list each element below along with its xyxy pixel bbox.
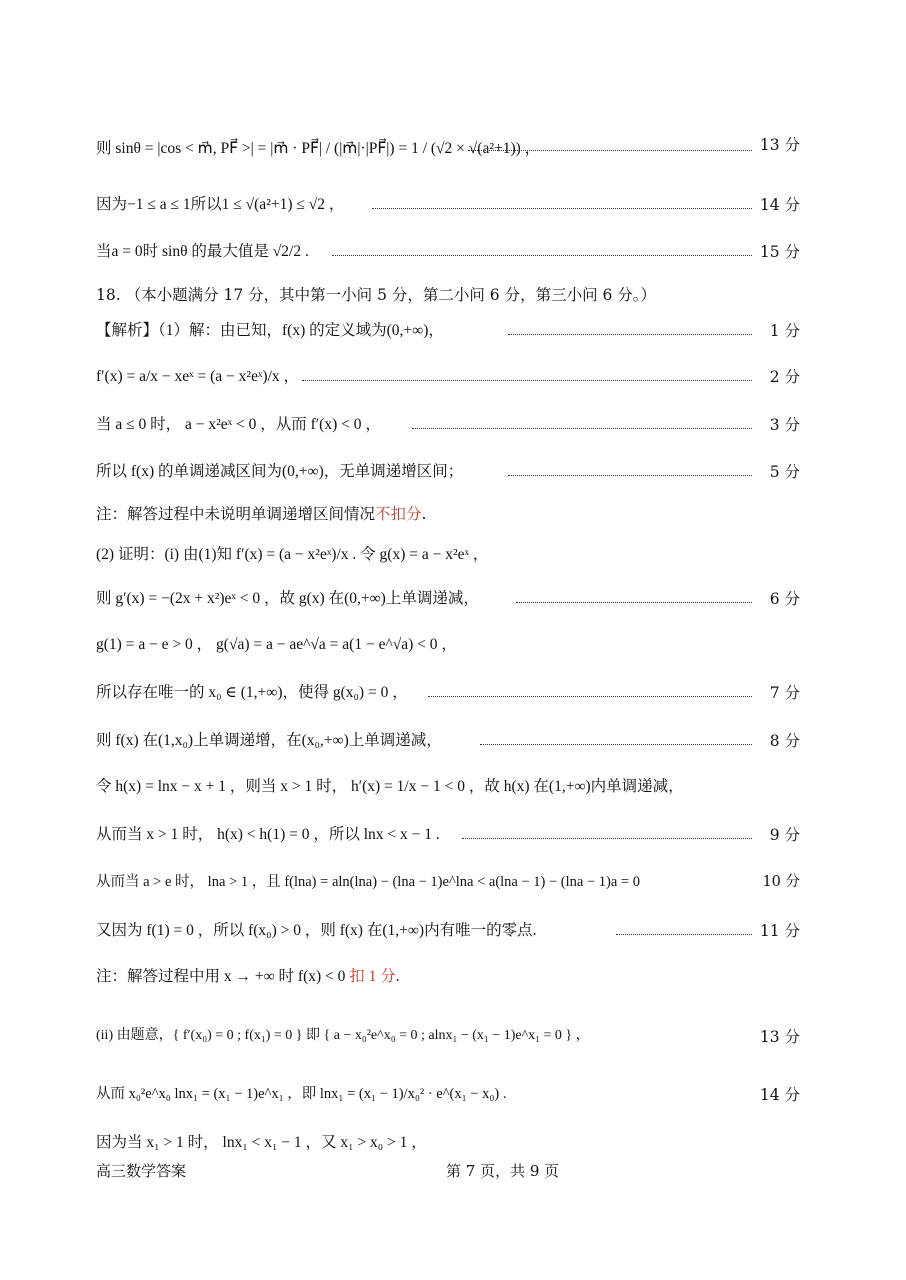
note-suffix: . [421, 505, 427, 523]
line-text: 从而 x₀²e^x₀ lnx₁ = (x₁ − 1)e^x₁ ，即 lnx₁ = (x₁ − 1)/x₀² · e^(x₁ − x₀) . [96, 1086, 507, 1102]
line-text: 当 a ≤ 0 时， a − x²eˣ < 0 ，从而 f′(x) < 0 ， [96, 416, 381, 433]
line-score: 14 分 [759, 196, 800, 214]
line-text: 则 sinθ = |cos < m⃗, PF⃗ >| = |m⃗ · PF⃗| / (|m⃗|·|PF⃗|) = 1 / (√2 × √(a²+1)) ， [96, 140, 541, 157]
line-score: 9 分 [769, 826, 800, 844]
leader-dots [508, 322, 752, 335]
leader-dots [508, 463, 752, 476]
line-text: 又因为 f(1) = 0 ，所以 f(x₀) > 0 ，则 f(x) 在(1,+∞)内有唯一的零点. [96, 922, 537, 939]
line-score: 11 分 [759, 922, 800, 940]
line-score: 14 分 [759, 1086, 800, 1104]
line-score: 7 分 [769, 684, 800, 702]
line-text: 从而当 x > 1 时， h(x) < h(1) = 0 ，所以 lnx < x − 1 . [96, 826, 440, 843]
line-score: 8 分 [769, 732, 800, 750]
line-score: 13 分 [759, 136, 800, 154]
leader-dots [428, 684, 752, 697]
line-text: 从而当 a > e 时， lna > 1 ，且 f(lna) = aln(lna) − (lna − 1)e^lna < a(lna − 1) − (lna − 1)a = 0 [96, 874, 640, 890]
footer-left: 高三数学答案 [96, 1162, 187, 1180]
line-text: g(1) = a − e > 0 ， g(√a) = a − ae^√a = a(1 − e^√a) < 0 ， [96, 636, 457, 653]
line-text: 则 f(x) 在(1,x₀)上单调递增，在(x₀,+∞)上单调递减， [96, 732, 442, 749]
line-score: 15 分 [759, 243, 800, 261]
line-text: 当a = 0时 sinθ 的最大值是 √2/2 . [96, 243, 309, 260]
line-text: 【解析】（1）解：由已知，f(x) 的定义域为(0,+∞)， [96, 322, 444, 339]
note-text: 注：解答过程中用 x → +∞ 时 f(x) < 0 [96, 968, 350, 985]
leader-dots [302, 368, 752, 381]
line-text: 则 g′(x) = −(2x + x²)eˣ < 0 ，故 g(x) 在(0,+∞)上单调递减， [96, 590, 479, 607]
line-score: 2 分 [769, 368, 800, 386]
line-text: 所以 f(x) 的单调递减区间为(0,+∞)，无单调递增区间； [96, 463, 464, 480]
leader-dots [372, 196, 752, 209]
line-text: 因为−1 ≤ a ≤ 1所以1 ≤ √(a²+1) ≤ √2 ， [96, 196, 345, 213]
note-highlight: 扣 1 分 [349, 968, 396, 985]
line-score: 6 分 [769, 590, 800, 608]
leader-dots [480, 732, 752, 745]
leader-dots [462, 826, 752, 839]
line-score: 1 分 [769, 322, 800, 340]
line-text: 令 h(x) = lnx − x + 1 ，则当 x > 1 时， h′(x) = 1/x − 1 < 0 ，故 h(x) 在(1,+∞)内单调递减， [96, 778, 684, 795]
line-text: f′(x) = a/x − xeˣ = (a − x²eˣ)/x ， [96, 368, 300, 385]
answer-line [96, 1016, 800, 1060]
note-suffix: . [395, 968, 400, 985]
leader-dots [616, 922, 752, 935]
answer-line [96, 128, 800, 172]
line-score: 13 分 [759, 1028, 800, 1046]
leader-dots [468, 138, 752, 151]
line-text: 所以存在唯一的 x₀ ∈ (1,+∞)，使得 g(x₀) = 0 ， [96, 684, 408, 701]
line-text: (ii) 由题意，{ f′(x₀) = 0 ; f(x₁) = 0 } 即 { a − x₀²e^x₀ = 0 ; alnx₁ − (x₁ − 1)e^x₁ = 0 } ， [96, 1028, 590, 1043]
line-text: (2) 证明：(i) 由(1)知 f′(x) = (a − x²eˣ)/x . 令 g(x) = a − x²eˣ ， [96, 546, 489, 563]
footer-page-number: 第 7 页，共 9 页 [446, 1162, 560, 1180]
note-text: 注：解答过程中未说明单调递增区间情况 [96, 505, 376, 523]
line-text: 18. （本小题满分 17 分，其中第一小问 5 分，第二小问 6 分，第三小问 6 分。） [96, 286, 657, 304]
line-score: 3 分 [769, 416, 800, 434]
note-highlight: 不扣分 [375, 505, 422, 523]
leader-dots [516, 590, 752, 603]
leader-dots [412, 416, 752, 429]
line-text: 因为当 x₁ > 1 时， lnx₁ < x₁ − 1 ，又 x₁ > x₀ > 1 ， [96, 1134, 427, 1151]
line-score: 10 分 [762, 874, 800, 890]
leader-dots [332, 243, 752, 256]
line-score: 5 分 [769, 463, 800, 481]
